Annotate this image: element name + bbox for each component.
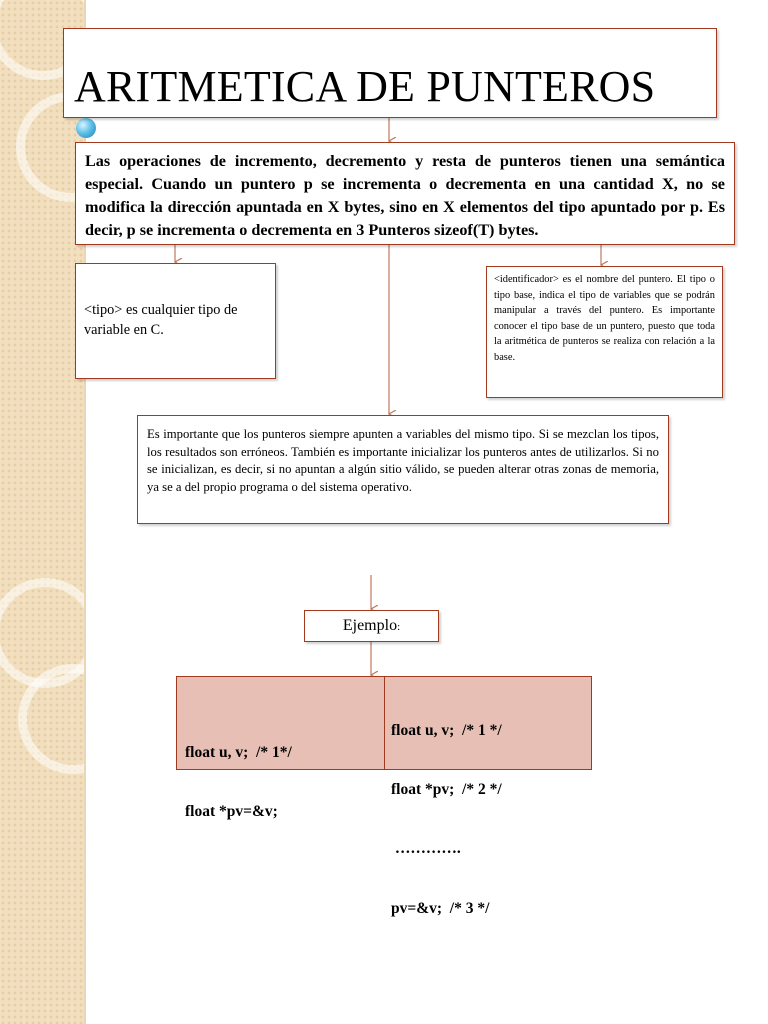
code-example-table	[176, 676, 592, 917]
code-line: float *pv; /* 2 */	[391, 780, 502, 798]
page-title: ARITMETICA DE PUNTEROS	[74, 62, 656, 111]
tipo-box	[75, 263, 276, 379]
decorative-sidebar	[0, 0, 84, 1024]
intro-box	[75, 142, 735, 245]
ejemplo-label: Ejemplo	[342, 617, 398, 634]
code-line: float *pv=&v;	[185, 802, 278, 820]
title-box	[63, 28, 717, 118]
code-line: ………….	[391, 840, 461, 858]
warning-text: Es importante que los punteros siempre apunten a variables del mismo tipo. Si se mezclan los tipos, los resultados son erróneos. También es importante inicializar los punteros antes de utilizarlos. Si no se inicializan, es decir, si no apuntan a algún sitio válido, se pueden alterar otras zonas de memoria, ya se a del propio programa o del sistema operativo.	[147, 427, 659, 494]
ejemplo-colon: :	[397, 621, 401, 633]
code-cell-right	[385, 677, 591, 917]
warning-box	[137, 415, 669, 524]
tipo-text: <tipo> es cualquier tipo de variable en C.	[84, 302, 238, 338]
identificador-text: <identificador> es el nombre del puntero. El tipo o tipo base, indica el tipo de variables que se podrán manipular a través del puntero. Es importante conocer el tipo base de un puntero, puesto que toda la aritmética de punteros se realiza con relación a la base.	[494, 274, 715, 363]
code-line: float u, v; /* 1*/	[185, 743, 292, 761]
intro-text: Las operaciones de incremento, decremento y resta de punteros tienen una semántica especial. Cuando un puntero p se incrementa o decrementa en una cantidad X, no se modifica la dirección apuntada en X bytes, sino en X elementos del tipo apuntado por p. Es decir, p se incrementa o decrementa en 3 Punteros sizeof(T) bytes.	[85, 152, 725, 239]
blue-bead-bullet	[76, 118, 96, 138]
identificador-box	[486, 266, 723, 398]
code-cell-left	[177, 677, 385, 820]
ejemplo-box	[304, 610, 439, 642]
code-line: float u, v; /* 1 */	[391, 721, 502, 739]
code-line: pv=&v; /* 3 */	[391, 899, 490, 917]
